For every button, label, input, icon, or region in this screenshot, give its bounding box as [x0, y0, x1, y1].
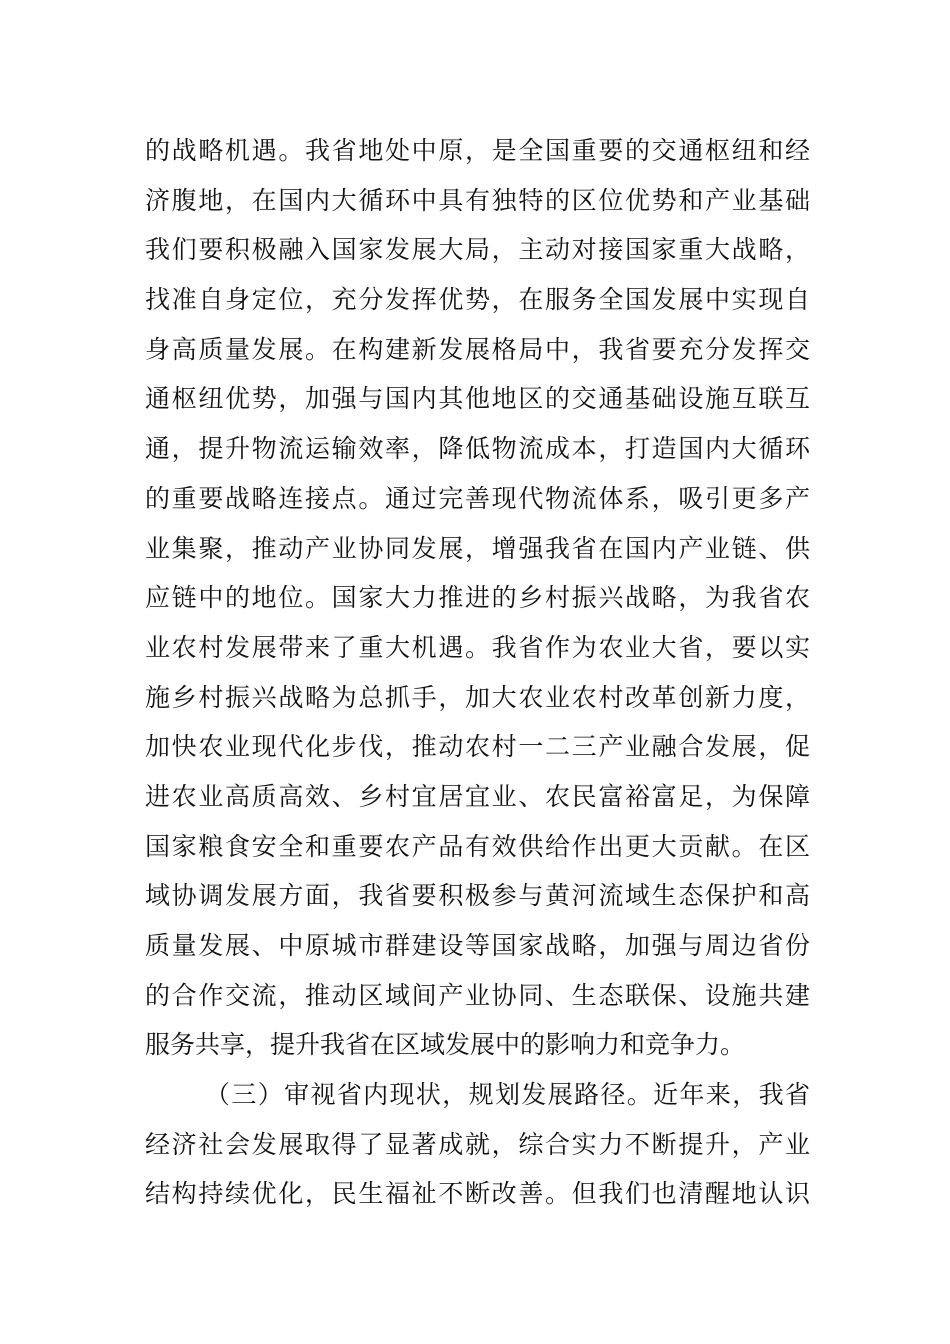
text-line-5: 身高质量发展。在构建新发展格局中，我省要充分发挥交 [145, 334, 810, 364]
text-line-3: 我们要积极融入国家发展大局，主动对接国家重大战略， [145, 235, 810, 265]
text-line-20: （三）审视省内现状，规划发展路径。近年来，我省 [205, 1080, 810, 1110]
text-line-17: 质量发展、中原城市群建设等国家战略，加强与周边省份 [145, 931, 810, 960]
text-line-12: 施乡村振兴战略为总抓手，加大农业农村改革创新力度， [145, 682, 810, 712]
text-line-1: 的战略机遇。我省地处中原，是全国重要的交通枢纽和经 [145, 136, 810, 165]
text-line-15: 国家粮食安全和重要农产品有效供给作出更大贡献。在区 [145, 831, 810, 861]
text-line-13: 加快农业现代化步伐，推动农村一二三产业融合发展，促 [145, 732, 810, 762]
text-line-8: 的重要战略连接点。通过完善现代物流体系，吸引更多产 [145, 483, 810, 513]
text-line-18: 的合作交流，推动区域间产业协同、生态联保、设施共建 [145, 980, 810, 1010]
text-line-10: 应链中的地位。国家大力推进的乡村振兴战略，为我省农 [145, 583, 810, 613]
text-line-9: 业集聚，推动产业协同发展，增强我省在国内产业链、供 [145, 533, 810, 563]
text-line-4: 找准自身定位，充分发挥优势，在服务全国发展中实现自 [145, 285, 810, 315]
text-line-11: 业农村发展带来了重大机遇。我省作为农业大省，要以实 [145, 632, 810, 662]
text-line-21: 经济社会发展取得了显著成就，综合实力不断提升，产业 [145, 1129, 810, 1159]
text-line-19: 服务共享，提升我省在区域发展中的影响力和竞争力。 [145, 1030, 746, 1060]
text-line-6: 通枢纽优势，加强与国内其他地区的交通基础设施互联互 [145, 384, 810, 414]
text-line-2: 济腹地，在国内大循环中具有独特的区位优势和产业基础 [145, 185, 810, 215]
text-line-14: 进农业高质高效、乡村宜居宜业、农民富裕富足，为保障 [145, 781, 810, 811]
text-line-22: 结构持续优化，民生福祉不断改善。但我们也清醒地认识 [145, 1179, 810, 1209]
text-line-16: 域协调发展方面，我省要积极参与黄河流域生态保护和高 [145, 881, 810, 911]
body-text [145, 126, 810, 1219]
text-line-7: 通，提升物流运输效率，降低物流成本，打造国内大循环 [145, 434, 810, 464]
